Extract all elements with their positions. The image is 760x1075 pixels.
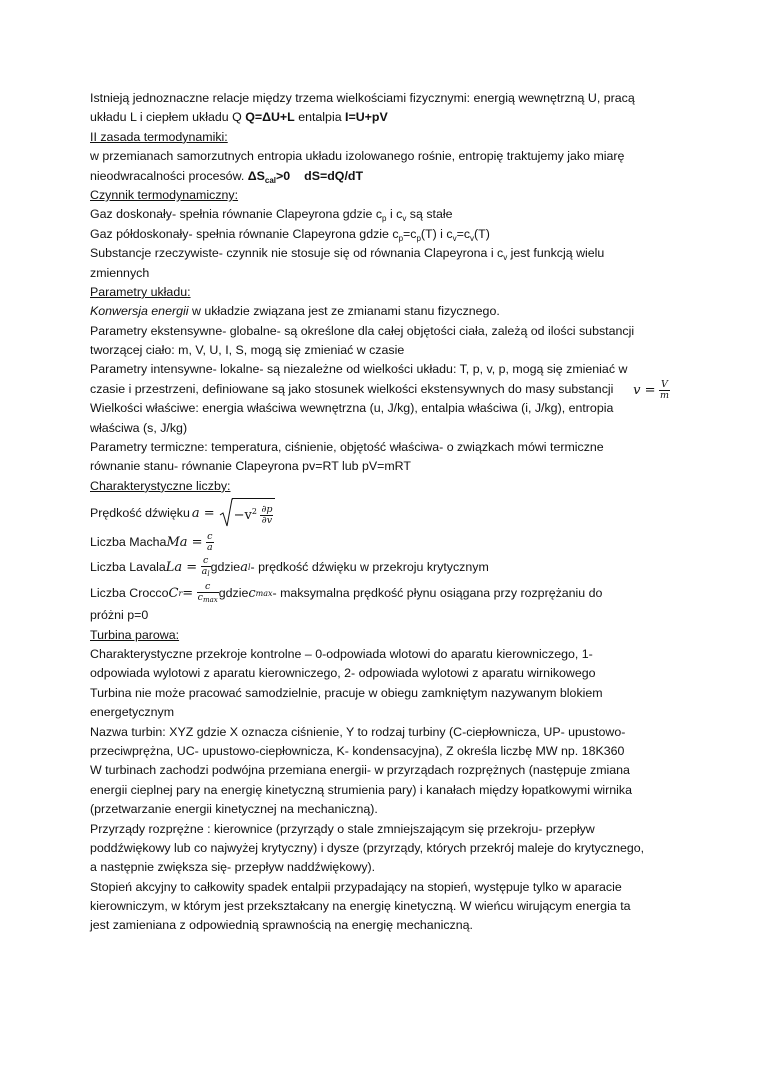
section-heading — [90, 626, 670, 645]
sqrt-expression: $-v^2$ $\frac{\partial p}{\partial v}$ — [219, 498, 276, 528]
formula-line-sound-speed: Prędkość dźwięku a = $-v^2$ $\frac{\partial p}{\partial v}$ — [90, 496, 670, 530]
text-line: jest zamieniana z odpowiednią sprawnością na energię mechaniczną. — [90, 918, 473, 933]
formula-entropy: dS=dQ/dT — [304, 168, 364, 183]
text-line: zmiennych — [90, 265, 150, 280]
text-line: energetycznym — [90, 705, 175, 720]
text-line: Gaz półdoskonały- spełnia równanie Clapeyrona gdzie $c_p=c_p(T)$ i $c_v=c_v(T)$ — [90, 226, 490, 243]
formula-line-mach: Liczba Macha Ma = $\frac{c}{a}$ — [90, 530, 213, 553]
formula-first-law: Q=ΔU+L — [245, 110, 295, 125]
text: układu L i ciepłem układu Q — [90, 110, 246, 125]
text-line: a następnie zwiększa się- przepływ naddźwiękowy). — [90, 860, 376, 875]
formula-enthalpy: I=U+pV — [345, 110, 388, 125]
text-line: tworzącej ciało: m, V, U, I, S, mogą się zmieniać w czasie — [90, 343, 405, 358]
sqrt-sign-icon — [219, 498, 233, 528]
section-heading — [90, 283, 670, 302]
text: w przemianach samorzutnych entropia układu izolowanego rośnie, entropię traktujemy jako miarę — [90, 149, 625, 164]
text-line: próżni p=0 — [90, 608, 149, 623]
text-line — [90, 147, 670, 166]
document-page — [90, 89, 670, 936]
text-line: (przetwarzanie energii kinetycznej na mechaniczną). — [90, 802, 378, 817]
text-line — [90, 89, 670, 108]
text-line: przeciwprężna, UC- upustowo-ciepłownicza, K- kondensacyjna), Z określa liczbę MW np. 18K360 — [90, 743, 625, 758]
text: Istnieją jednoznaczne relacje między trzema wielkościami fizycznymi: energią wewnętrzną U, pracą — [90, 91, 635, 105]
text-line: Wielkości właściwe: energia właściwa wewnętrzna (u, J/kg), entalpia właściwa (i, J/kg), entropia — [90, 401, 614, 416]
formula-line-laval: Liczba Lavala La = $\frac{c}{a_l}$ gdzie a l - prędkość dźwięku w przekroju krytycznym — [90, 554, 489, 578]
text-line — [90, 108, 670, 127]
section-heading — [90, 186, 670, 205]
text-line: poddźwiękowy lub co najwyżej krytyczny) i dysze (przyrządy, których przekrój maleje do krytycznego, — [90, 840, 645, 855]
section-heading — [90, 128, 670, 147]
section-heading — [90, 477, 670, 496]
text-line: Nazwa turbin: XYZ gdzie X oznacza ciśnienie, Y to rodzaj turbiny (C-ciepłownicza, UP- upustowo- — [90, 724, 626, 739]
italic-term: Konwersja energii — [90, 304, 189, 319]
text-line: Turbina nie może pracować samodzielnie, pracuje w obiegu zamkniętym nazywanym blokiem — [90, 685, 603, 700]
text-line: odpowiada wylotowi z aparatu kierowniczego, 2- odpowiada wylotowi z aparatu wirnikowego — [90, 666, 596, 681]
text-line: Parametry intensywne- lokalne- są niezależne od wielkości układu: T, p, v, p, mogą się zmieniać w — [90, 362, 628, 377]
text-line: czasie i przestrzeni, definiowane są jako stosunek wielkości ekstensywnych do masy substancji v = $\frac{V}{m}$ — [90, 378, 669, 401]
text-line: właściwa (s, J/kg) — [90, 420, 188, 435]
text: nieodwracalności procesów. — [90, 168, 248, 183]
formula-entropy-change: $\Delta S_{cal}>0$ — [247, 168, 291, 185]
text-line: Substancje rzeczywiste- czynnik nie stosuje się od równania Clapeyrona i $c_v$ jest funkcją wielu — [90, 246, 605, 263]
formula-specific-volume: v = $\frac{V}{m}$ — [633, 378, 669, 401]
heading-text: Parametry układu: — [90, 284, 191, 299]
text-line: równanie stanu- równanie Clapeyrona pv=RT lub pV=mRT — [90, 459, 411, 474]
text-line: Przyrządy rozprężne : kierownice (przyrządy o stale zmniejszającym się przekroju- przepływ — [90, 821, 595, 836]
heading-text: Czynnik termodynamiczny: — [90, 187, 239, 202]
text-line — [90, 167, 670, 186]
text: entalpia — [294, 110, 346, 125]
text-line: Parametry termiczne: temperatura, ciśnienie, objętość właściwa- o związkach mówi termiczne — [90, 440, 604, 455]
text-line: kierowniczym, w którym jest przekształcany na energię kinetyczną. W wieńcu wirującym energia ta — [90, 899, 631, 914]
text-line: Charakterystyczne przekroje kontrolne – 0-odpowiada wlotowi do aparatu kierowniczego, 1- — [90, 646, 593, 661]
text-line: Konwersja energii w układzie związana jest ze zmianami stanu fizycznego. — [90, 304, 500, 319]
text-line: energii cieplnej pary na energię kinetyczną strumienia pary) i kanałach między łopatkowymi wirnika — [90, 782, 632, 797]
heading-text: Turbina parowa: — [90, 627, 180, 642]
text-line: Gaz doskonały- spełnia równanie Clapeyrona gdzie $c_p$ i $c_v$ są stałe — [90, 207, 453, 224]
text-line: Stopień akcyjny to całkowity spadek entalpii przypadający na stopień, występuje tylko w aparacie — [90, 879, 622, 894]
text-line: Parametry ekstensywne- globalne- są określone dla całej objętości ciała, zależą od ilości substancji — [90, 323, 635, 338]
text-line: W turbinach zachodzi podwójna przemiana energii- w przyrządach rozprężnych (następuje zmiana — [90, 763, 630, 778]
heading-text: II zasada termodynamiki: — [90, 129, 228, 144]
heading-text: Charakterystyczne liczby: — [90, 478, 231, 493]
formula-line-crocco: Liczba Crocco C r = $\frac{c}{c_{max}}$ gdzie c max - maksymalna prędkość płynu osiągana przy rozprężaniu do — [90, 580, 603, 604]
